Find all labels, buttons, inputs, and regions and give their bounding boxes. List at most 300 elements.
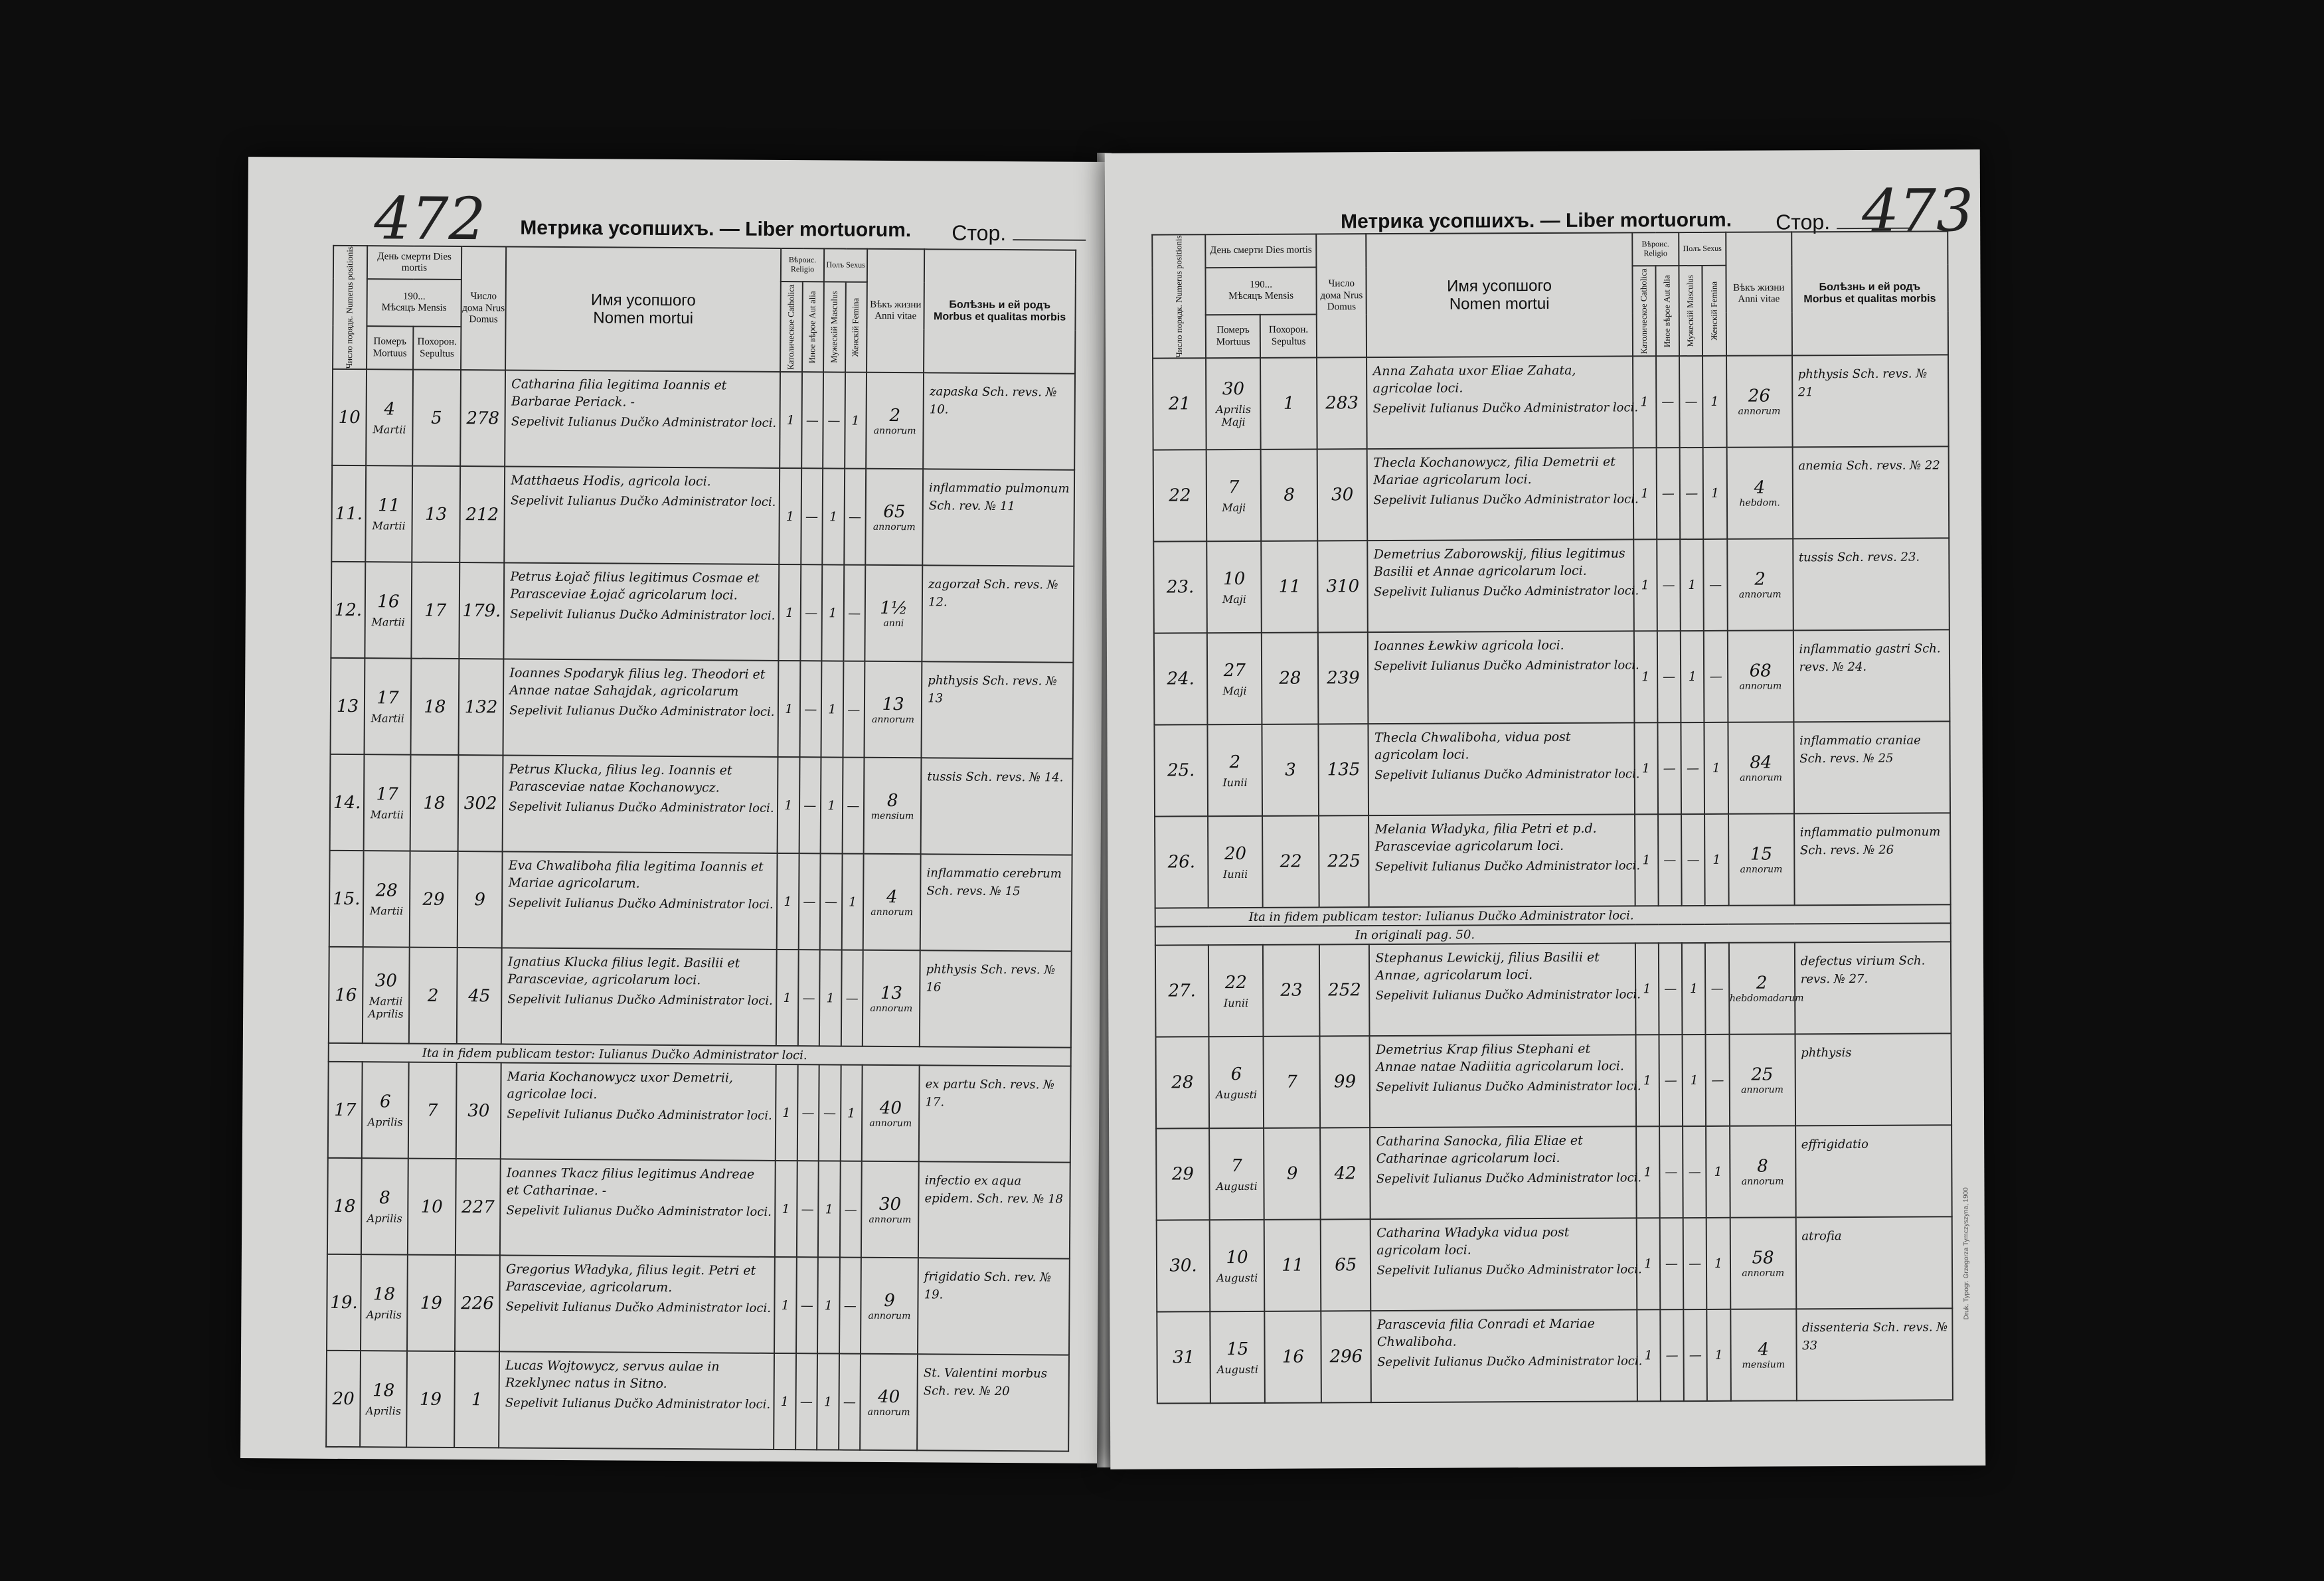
sex-male: 1 (821, 565, 843, 661)
deceased-name: Thecla Kochanowycz, filia Demetrii et Mariae agricolarum loci. Sepelivit Iulianus Dučko Administrator loci. (1367, 448, 1633, 541)
date-buried: 29 (410, 851, 458, 948)
stor-text: Стор. (1776, 210, 1831, 234)
header-year-month: 190... Мѣсяцъ Mensis (367, 279, 461, 327)
sex-female: 1 (1704, 814, 1728, 906)
sex-female: 1 (1704, 722, 1728, 814)
date-died: 11 Martii (365, 465, 412, 562)
cause-of-death: ex partu Sch. revs. № 17. (919, 1066, 1071, 1163)
sex-female: — (839, 1258, 861, 1354)
cause-of-death: inflammatio pulmonum Sch. revs. № 26 (1794, 813, 1951, 906)
religio-catholic: 1 (778, 757, 799, 853)
house-number: 310 (1317, 541, 1368, 632)
religio-catholic: 1 (1633, 540, 1657, 631)
house-number: 135 (1319, 724, 1369, 815)
religio-other: — (1659, 943, 1683, 1035)
house-number: 278 (460, 370, 505, 466)
date-buried: 7 (408, 1062, 457, 1159)
house-number: 239 (1318, 632, 1369, 724)
date-died: 18 Aprilis (361, 1254, 408, 1351)
religio-catholic: 1 (777, 853, 799, 950)
house-number: 30 (456, 1062, 501, 1159)
header-year-month: 190... Мѣсяцъ Mensis (1205, 267, 1316, 315)
entry-row (1154, 630, 1950, 725)
entry-row (331, 658, 1074, 759)
entry-row (1156, 1125, 1952, 1220)
entry-number: 20 (326, 1351, 361, 1447)
header-buried: Похорон. Sepultus (413, 326, 461, 370)
deceased-name: Eva Chwaliboha filia legitima Ioannis et Mariae agricolarum. Sepelivit Iulianus Dučko Administrator loci. (502, 852, 778, 950)
register-table (1151, 230, 1953, 1404)
sex-female: — (844, 469, 866, 565)
burial-note: Sepelivit Iulianus Dučko Administrator loci. (1373, 583, 1639, 599)
sex-male: 1 (821, 758, 843, 854)
house-number: 227 (456, 1159, 501, 1255)
age: 40 annorum (862, 1065, 920, 1162)
house-number: 296 (1321, 1311, 1371, 1402)
house-number: 212 (459, 466, 505, 562)
religio-other: — (799, 661, 821, 757)
burial-note: Sepelivit Iulianus Dučko Administrator loci. (1376, 1078, 1641, 1094)
entry-number: 10 (332, 369, 367, 465)
sex-female: — (839, 1354, 861, 1450)
religio-catholic: 1 (1633, 631, 1657, 723)
cause-of-death: phthysis Sch. revs. № 21 (1792, 355, 1949, 448)
burial-note: Sepelivit Iulianus Dučko Administrator loci. (506, 1203, 772, 1219)
religio-catholic: 1 (1634, 723, 1658, 815)
page-title: Метрика усопшихъ. — Liber mortuorum. (520, 216, 912, 242)
date-died: 6 Augusti (1209, 1037, 1264, 1128)
burial-note: Sepelivit Iulianus Dučko Administrator loci. (1377, 1353, 1643, 1369)
sex-female: 1 (1707, 1309, 1731, 1401)
religio-other: — (1656, 448, 1680, 539)
header-house: Число дома Nrus Domus (461, 246, 507, 371)
header-male: Мужескій Masculus (823, 282, 845, 372)
date-died: 6 Aprilis (362, 1062, 409, 1158)
entry-row (327, 1158, 1070, 1259)
deceased-name: Ioannes Spodaryk filius leg. Theodori et Annae natae Sahajdak, agricolarum Sepelivit Iulianus Dučko Administrator loci. (503, 659, 779, 758)
entry-number: 24. (1154, 633, 1208, 724)
date-died: 30 Aprilis Maji (1206, 358, 1261, 450)
age: 2 annorum (1727, 539, 1793, 631)
header-day: День смерти Dies mortis (1205, 234, 1316, 268)
sex-male: — (819, 1065, 841, 1161)
date-died: 10 Augusti (1210, 1220, 1265, 1311)
religio-catholic: 1 (1636, 1127, 1660, 1218)
entry-number: 16 (329, 947, 363, 1043)
date-died: 22 Iunii (1208, 945, 1264, 1037)
sex-male: — (1680, 448, 1704, 539)
religio-catholic: 1 (776, 1064, 797, 1161)
burial-note: Sepelivit Iulianus Dučko Administrator loci. (1372, 400, 1639, 416)
age: 13 annorum (863, 950, 920, 1047)
religio-other: — (1659, 1126, 1683, 1218)
date-died: 2 Iunii (1207, 724, 1262, 816)
cause-of-death: dissenteria Sch. revs. № 33 (1796, 1309, 1953, 1401)
deceased-name: Ioannes Tkacz filius legitimus Andreae et Catharinae. - Sepelivit Iulianus Dučko Administrator loci. (500, 1159, 776, 1258)
religio-catholic: 1 (776, 950, 798, 1046)
register-body (326, 369, 1075, 1452)
sex-female: — (841, 950, 863, 1046)
religio-other: — (796, 1161, 818, 1257)
religio-catholic: 1 (1636, 1218, 1660, 1310)
religio-catholic: 1 (779, 468, 801, 564)
age: 1½ anni (865, 565, 923, 662)
left-page (240, 157, 1105, 1463)
cause-of-death: frigidatio Sch. rev. № 19. (918, 1258, 1070, 1355)
stor-text: Стор. (952, 220, 1007, 246)
sex-male: 1 (1682, 943, 1706, 1035)
date-buried: 3 (1262, 724, 1319, 816)
date-buried: 11 (1262, 541, 1318, 633)
burial-note: Sepelivit Iulianus Dučko Administrator loci. (509, 799, 774, 815)
header-number: Число порядк. Numerus positionis (333, 246, 367, 370)
cause-of-death: effrigidatio (1795, 1125, 1952, 1218)
religio-other: — (1657, 722, 1681, 814)
house-number: 99 (1320, 1036, 1370, 1127)
date-buried: 18 (410, 755, 458, 851)
header-catholic: Католическое Catholica (780, 282, 802, 372)
deceased-name: Catharina filia legitima Ioannis et Barbarae Periack. - Sepelivit Iulianus Dučko Administrator loci. (505, 371, 780, 469)
date-buried: 13 (412, 466, 460, 562)
entry-number: 19. (327, 1254, 361, 1351)
religio-other: — (797, 1064, 819, 1161)
house-number: 1 (454, 1351, 499, 1448)
burial-note: Sepelivit Iulianus Dučko Administrator loci. (509, 703, 775, 719)
age: 15 annorum (1728, 814, 1794, 906)
house-number: 9 (457, 851, 503, 948)
entry-number: 21 (1153, 358, 1206, 450)
header-day: День смерти Dies mortis (367, 246, 461, 280)
age: 65 annorum (865, 469, 923, 566)
age: 4 annorum (863, 854, 921, 951)
date-died: 30 Martii Aprilis (363, 947, 410, 1043)
entry-row (1155, 813, 1951, 908)
entry-row (1153, 355, 1949, 450)
entry-number: 14. (330, 754, 365, 851)
printer-note: Druk. Typogr. Grzegorza Tymczyszyna, 1900 (1962, 1187, 1971, 1320)
house-number: 65 (1321, 1219, 1371, 1311)
age: 84 annorum (1728, 722, 1793, 814)
date-died: 17 Martii (365, 658, 412, 754)
deceased-name: Catharina Sanocka, filia Eliae et Catharinae agricolarum loci. Sepelivit Iulianus Dučko Administrator loci. (1370, 1127, 1637, 1220)
sex-male: — (1683, 1218, 1707, 1309)
entry-number: 22 (1153, 450, 1207, 541)
header-religio: Вѣроис. Religio (781, 248, 824, 282)
religio-other: — (795, 1353, 817, 1450)
date-died: 4 Martii (366, 369, 413, 465)
header-female: Женскій Femina (845, 282, 867, 373)
date-buried: 8 (1261, 450, 1317, 541)
page-stor-label (952, 221, 1086, 246)
header-age: Вѣкъ жизни Anni vitae (867, 249, 924, 373)
sex-male: 1 (1680, 539, 1704, 631)
header-female: Женскій Femina (1702, 266, 1726, 356)
cause-of-death: tussis Sch. revs. 23. (1793, 539, 1950, 631)
entry-row (1153, 539, 1950, 633)
date-buried: 16 (1265, 1311, 1321, 1403)
date-buried: 28 (1262, 633, 1318, 724)
entry-number: 15. (329, 851, 364, 947)
cause-of-death: zapaska Sch. revs. № 10. (923, 373, 1075, 470)
header-buried: Похорон. Sepultus (1260, 314, 1317, 358)
sex-male: 1 (822, 469, 844, 565)
date-buried: 23 (1263, 945, 1319, 1037)
age: 4 hebdom. (1726, 448, 1792, 539)
sex-male: — (1683, 1309, 1707, 1401)
house-number: 45 (457, 948, 502, 1044)
date-buried: 9 (1264, 1128, 1320, 1220)
date-buried: 10 (408, 1159, 456, 1255)
house-number: 283 (1317, 357, 1367, 449)
age: 2 hebdomadarum (1729, 943, 1795, 1035)
house-number: 302 (458, 755, 503, 851)
entry-number: 25. (1154, 724, 1208, 816)
entry-row (1157, 1309, 1953, 1404)
religio-catholic: 1 (774, 1257, 796, 1353)
cause-of-death: inflammatio gastri Sch. revs. № 24. (1793, 630, 1950, 722)
date-buried: 2 (409, 948, 457, 1044)
religio-other: — (799, 757, 821, 853)
burial-note: Sepelivit Iulianus Dučko Administrator loci. (507, 1107, 772, 1123)
entry-number: 31 (1157, 1311, 1210, 1403)
entry-number: 12. (331, 562, 365, 658)
sex-male: 1 (1683, 1035, 1706, 1126)
date-died: 20 Iunii (1208, 816, 1263, 908)
age: 40 annorum (860, 1354, 918, 1451)
note-text: Ita in fidem publicam testor: Iulianus Dučko Administrator loci. (329, 1043, 1071, 1066)
religio-other: — (801, 372, 823, 468)
burial-note: Sepelivit Iulianus Dučko Administrator loci. (1373, 491, 1639, 507)
age: 2 annorum (866, 373, 924, 469)
date-buried: 7 (1264, 1037, 1320, 1128)
religio-catholic: 1 (1635, 815, 1659, 906)
sex-female: 1 (840, 1065, 862, 1161)
burial-note: Sepelivit Iulianus Dučko Administrator loci. (1376, 1170, 1642, 1186)
entry-row (329, 947, 1072, 1048)
burial-note: Sepelivit Iulianus Dučko Administrator loci. (505, 1396, 771, 1412)
sex-female: 1 (1703, 448, 1727, 539)
date-died: 7 Maji (1206, 450, 1262, 541)
header-died: Померъ Mortuus (1206, 315, 1261, 359)
date-buried: 5 (412, 370, 461, 466)
entry-row (328, 1062, 1071, 1163)
deceased-name: Matthaeus Hodis, agricola loci. Sepelivit Iulianus Dučko Administrator loci. (505, 467, 780, 565)
sex-female: 1 (1706, 1126, 1730, 1218)
burial-note: Sepelivit Iulianus Dučko Administrator loci. (1374, 766, 1640, 782)
date-died: 17 Martii (364, 754, 411, 851)
register-body (1153, 355, 1953, 1404)
sex-female: — (1704, 631, 1728, 722)
header-other: Иное вѣрое Aut alia (802, 282, 824, 372)
age: 8 mensium (864, 758, 922, 855)
header-male: Мужескій Masculus (1679, 266, 1703, 356)
entry-row (1155, 1034, 1951, 1129)
cause-of-death: inflammatio craniae Sch. revs. № 25 (1793, 722, 1950, 814)
page-number: 473 (1861, 176, 1974, 245)
sex-male: 1 (817, 1258, 839, 1354)
deceased-name: Demetrius Krap filius Stephani et Annae natae Nadiitia agricolarum loci. Sepelivit Iulianus Dučko Administrator loci. (1370, 1035, 1636, 1128)
sex-male: — (1681, 722, 1705, 814)
age: 26 annorum (1726, 356, 1792, 448)
cause-of-death: phthysis Sch. revs. № 13 (922, 662, 1074, 759)
burial-note: Sepelivit Iulianus Dučko Administrator loci. (505, 1299, 772, 1315)
date-died: 18 Aprilis (360, 1351, 407, 1447)
page-title: Метрика усопшихъ. — Liber mortuorum. (1341, 208, 1732, 233)
entry-row (1155, 942, 1951, 1037)
deceased-name: Stephanus Lewickij, filius Basilii et Annae, agricolarum loci. Sepelivit Iulianus Dučko Administrator loci. (1369, 944, 1635, 1037)
cause-of-death: tussis Sch. revs. № 14. (921, 758, 1073, 855)
entry-row (329, 851, 1072, 952)
deceased-name: Parascevia filia Conradi et Mariae Chwaliboha. Sepelivit Iulianus Dučko Administrator loci. (1371, 1310, 1637, 1403)
entry-row (1153, 447, 1950, 542)
entry-row (330, 754, 1073, 855)
note-text: In originali pag. 50. (1155, 924, 1951, 946)
header-died: Померъ Mortuus (367, 326, 413, 370)
sex-male: — (1681, 814, 1705, 906)
entry-number: 30. (1157, 1220, 1210, 1311)
religio-catholic: 1 (775, 1161, 797, 1257)
sex-female: 1 (1706, 1218, 1730, 1309)
date-died: 8 Aprilis (361, 1158, 408, 1254)
religio-catholic: 1 (1635, 944, 1659, 1035)
house-number: 252 (1319, 944, 1370, 1036)
sex-male: 1 (821, 661, 843, 758)
date-buried: 1 (1260, 358, 1317, 450)
religio-catholic: 1 (778, 564, 800, 661)
header-number: Число порядк. Numerus positionis (1152, 234, 1206, 359)
religio-other: — (801, 468, 823, 564)
date-buried: 18 (410, 659, 459, 755)
age: 8 annorum (1730, 1126, 1795, 1218)
religio-catholic: 1 (1637, 1310, 1661, 1402)
deceased-name: Anna Zahata uxor Eliae Zahata, agricolae loci. Sepelivit Iulianus Dučko Administrator loci. (1367, 357, 1633, 450)
cause-of-death: St. Valentini morbus Sch. rev. № 20 (917, 1355, 1069, 1452)
age: 4 mensium (1730, 1309, 1796, 1401)
house-number: 42 (1320, 1127, 1370, 1219)
cause-of-death: inflammatio cerebrum Sch. revs. № 15 (920, 855, 1072, 952)
header-morbus: Болѣзнь и ей родъ Morbus et qualitas morbis (1791, 231, 1948, 355)
date-buried: 19 (407, 1255, 456, 1351)
deceased-name: Petrus Klucka, filius leg. Ioannis et Parasceviae natae Kochanowycz. Sepelivit Iulianus Dučko Administrator loci. (503, 756, 778, 854)
house-number: 225 (1319, 815, 1369, 907)
deceased-name: Demetrius Zaborowskij, filius legitimus Basilii et Annae agricolarum loci. Sepelivit Iulianus Dučko Administrator loci. (1368, 540, 1634, 633)
cause-of-death: phthysis (1795, 1034, 1951, 1126)
date-died: 27 Maji (1207, 633, 1262, 724)
religio-catholic: 1 (1635, 1035, 1659, 1127)
deceased-name: Lucas Wojtowycz, servus aulae in Rzeklynec natus in Sitno. Sepelivit Iulianus Dučko Administrator loci. (499, 1352, 774, 1450)
religio-other: — (1660, 1309, 1684, 1401)
sex-female: — (839, 1161, 861, 1258)
religio-catholic: 1 (780, 372, 801, 468)
sex-female: 1 (1702, 356, 1726, 448)
date-died: 15 Augusti (1210, 1311, 1265, 1403)
entry-number: 29 (1156, 1128, 1210, 1220)
sex-female: 1 (845, 373, 867, 469)
entry-row (331, 465, 1074, 566)
cause-of-death: defectus virium Sch. revs. № 27. (1794, 942, 1951, 1035)
burial-note: Sepelivit Iulianus Dučko Administrator loci. (1375, 987, 1641, 1003)
date-buried: 11 (1264, 1220, 1321, 1311)
deceased-name: Maria Kochanowycz uxor Demetrii, agricolae loci. Sepelivit Iulianus Dučko Administrator loci. (501, 1063, 776, 1161)
religio-catholic: 1 (1633, 448, 1657, 540)
entry-row (332, 369, 1075, 470)
deceased-name: Ignatius Klucka filius legit. Basilii et Parasceviae, agricolarum loci. Sepelivit Iulianus Dučko Administrator loci. (501, 948, 777, 1046)
deceased-name: Petrus Łojač filius legitimus Cosmae et Parasceviae Łojač agricolarum loci. Sepelivit Iulianus Dučko Administrator loci. (504, 563, 780, 661)
cause-of-death: phthysis Sch. revs. № 16 (920, 951, 1072, 1048)
sex-male: — (1679, 356, 1703, 448)
religio-catholic: 1 (778, 661, 799, 757)
deceased-name: Gregorius Władyka, filius legit. Petri et Parasceviae, agricolarum. Sepelivit Iulianus Dučko Administrator loci. (499, 1256, 775, 1354)
sex-female: — (842, 758, 864, 854)
sex-male: — (1683, 1126, 1706, 1218)
register-table (325, 245, 1076, 1452)
burial-note: Sepelivit Iulianus Dučko Administrator loci. (1376, 1262, 1642, 1278)
header-other: Иное вѣрое Aut alia (1655, 266, 1679, 356)
house-number: 179. (459, 562, 504, 659)
burial-note: Sepelivit Iulianus Dučko Administrator loci. (510, 607, 776, 623)
deceased-name: Melania Władyka, filia Petri et p.d. Parasceviae agricolarum loci. Sepelivit Iulianus Dučko Administrator loci. (1369, 815, 1635, 908)
header-sexus: Полъ Sexus (824, 248, 867, 282)
header-religio: Вѣроис. Religio (1632, 232, 1679, 266)
date-buried: 17 (411, 562, 459, 659)
burial-note: Sepelivit Iulianus Dučko Administrator loci. (1374, 858, 1641, 874)
religio-catholic: 1 (1633, 357, 1657, 448)
date-died: 10 Maji (1206, 541, 1262, 633)
religio-other: — (1658, 814, 1682, 906)
sex-female: — (1705, 943, 1729, 1035)
entry-row (327, 1254, 1070, 1355)
deceased-name: Catharina Władyka vidua post agricolam loci. Sepelivit Iulianus Dučko Administrator loci. (1370, 1218, 1637, 1311)
sex-male: 1 (817, 1354, 839, 1450)
burial-note: Sepelivit Iulianus Dučko Administrator loci. (511, 414, 777, 430)
entry-number: 27. (1155, 945, 1209, 1037)
house-number: 132 (458, 659, 503, 755)
entry-number: 13 (331, 658, 365, 754)
religio-other: — (800, 564, 822, 661)
age: 25 annorum (1729, 1035, 1795, 1126)
entry-row (1154, 722, 1950, 817)
sex-male: — (820, 854, 842, 950)
sex-male: 1 (818, 1161, 840, 1258)
header-catholic: Католическое Catholica (1632, 266, 1656, 356)
religio-other: — (1656, 356, 1680, 448)
house-number: 30 (1317, 449, 1368, 541)
age: 13 annorum (865, 661, 922, 758)
date-died: 7 Augusti (1209, 1128, 1264, 1220)
date-buried: 19 (406, 1351, 455, 1448)
entry-number: 11. (331, 465, 366, 562)
sex-female: — (1706, 1035, 1730, 1126)
sex-male: — (823, 373, 845, 469)
burial-note: Sepelivit Iulianus Dučko Administrator loci. (511, 493, 776, 509)
age: 30 annorum (861, 1161, 919, 1258)
header-age: Вѣкъ жизни Anni vitae (1726, 232, 1792, 356)
religio-other: — (1657, 631, 1681, 722)
religio-other: — (1657, 539, 1681, 631)
header-morbus: Болѣзнь и ей родъ Morbus et qualitas morbis (924, 249, 1076, 374)
age: 9 annorum (861, 1258, 918, 1355)
date-died: 28 Martii (363, 851, 410, 947)
note-text: Ita in fidem publicam testor: Iulianus Dučko Administrator loci. (1155, 905, 1951, 927)
burial-note: Sepelivit Iulianus Dučko Administrator loci. (507, 992, 773, 1008)
religio-other: — (1660, 1218, 1684, 1309)
entry-row (1157, 1217, 1953, 1312)
entry-number: 23. (1153, 541, 1207, 633)
age: 58 annorum (1730, 1218, 1795, 1309)
entry-number: 18 (327, 1158, 362, 1254)
religio-catholic: 1 (774, 1353, 795, 1450)
entry-number: 26. (1155, 816, 1208, 908)
